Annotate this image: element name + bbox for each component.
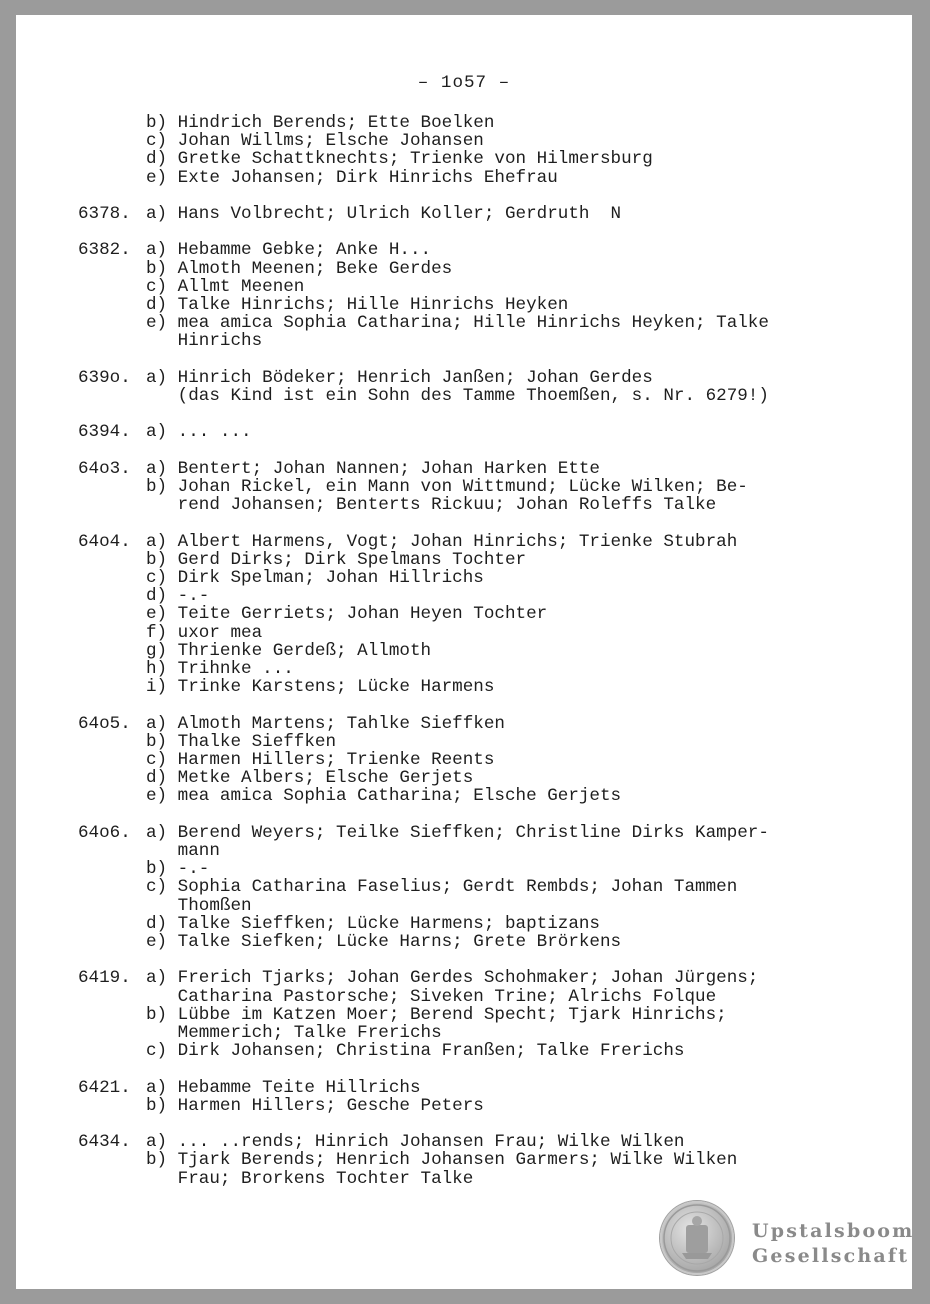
entry-line: a) Hinrich Bödeker; Henrich Janßen; Johan Gerdes xyxy=(146,367,653,388)
entry-line: e) mea amica Sophia Catharina; Hille Hinrichs Heyken; Talke xyxy=(146,313,769,334)
entry-number: 6421. xyxy=(78,1077,131,1098)
entry-line: d) -.- xyxy=(146,586,210,607)
entry-line: Memmerich; Talke Frerichs xyxy=(146,1023,442,1043)
entry-line: Thomßen xyxy=(146,895,252,916)
entry-line: d) Gretke Schattknechts; Trienke von Hilmersburg xyxy=(146,149,653,170)
entry-line: c) Johan Willms; Elsche Johansen xyxy=(146,131,484,152)
entry-number: 6382. xyxy=(78,240,131,261)
entry-number: 639o. xyxy=(78,367,131,388)
entry-line: Hinrichs xyxy=(146,331,263,352)
entry-line: b) Johan Rickel, ein Mann von Wittmund; Lücke Wilken; Be- xyxy=(146,477,748,497)
entry-line: b) Gerd Dirks; Dirk Spelmans Tochter xyxy=(146,549,527,570)
entry-line: i) Trinke Karstens; Lücke Harmens xyxy=(146,677,495,698)
entry-number: 6378. xyxy=(78,204,131,224)
entry-line: a) Hebamme Teite Hillrichs xyxy=(146,1077,421,1098)
logo-text-line1: Upstalsboom xyxy=(752,1220,915,1242)
entry-line: g) Thrienke Gerdeß; Allmoth xyxy=(146,640,432,661)
entry-line: e) mea amica Sophia Catharina; Elsche Gerjets xyxy=(146,786,622,807)
entry-line: a) Bentert; Johan Nannen; Johan Harken Ette xyxy=(146,458,600,479)
entry-line: e) Talke Siefken; Lücke Harns; Grete Brörkens xyxy=(146,932,622,952)
entry-line: a) Almoth Martens; Tahlke Sieffken xyxy=(146,713,505,734)
entry-line: b) Almoth Meenen; Beke Gerdes xyxy=(146,258,453,279)
entry-line: b) Harmen Hillers; Gesche Peters xyxy=(146,1095,484,1116)
entry-line: d) Talke Sieffken; Lücke Harmens; baptizans xyxy=(146,913,600,934)
entry-line: a) Frerich Tjarks; Johan Gerdes Schohmaker; Johan Jürgens; xyxy=(146,968,759,989)
document-page xyxy=(16,15,915,1289)
entry-line: e) Exte Johansen; Dirk Hinrichs Ehefrau xyxy=(146,167,558,188)
entry-line: b) Thalke Sieffken xyxy=(146,731,337,752)
entry-line: a) Hans Volbrecht; Ulrich Koller; Gerdruth N xyxy=(146,204,622,224)
entry-line: c) Dirk Spelman; Johan Hillrichs xyxy=(146,568,484,588)
entry-line: a) Albert Harmens, Vogt; Johan Hinrichs; Trienke Stubrah xyxy=(146,531,738,552)
entry-number: 64o4. xyxy=(78,531,131,552)
entry-line: b) Lübbe im Katzen Moer; Berend Specht; Tjark Hinrichs; xyxy=(146,1004,727,1025)
entry-number: 6419. xyxy=(78,968,131,989)
entry-line: Catharina Pastorsche; Siveken Trine; Alrichs Folque xyxy=(146,986,717,1007)
entry-number: 64o6. xyxy=(78,822,131,843)
entry-number: 64o5. xyxy=(78,713,131,734)
entry-line: c) Sophia Catharina Faselius; Gerdt Rembds; Johan Tammen xyxy=(146,877,738,898)
entry-line: (das Kind ist ein Sohn des Tamme Thoemßen, s. Nr. 6279!) xyxy=(146,386,769,406)
entry-line: a) Berend Weyers; Teilke Sieffken; Christline Dirks Kamper- xyxy=(146,822,769,843)
entry-line: rend Johansen; Benterts Rickuu; Johan Roleffs Talke xyxy=(146,495,717,516)
entry-line: d) Metke Albers; Elsche Gerjets xyxy=(146,768,474,789)
entry-number: 6394. xyxy=(78,422,131,443)
entry-line: f) uxor mea xyxy=(146,622,263,643)
entry-line: b) Tjark Berends; Henrich Johansen Garmers; Wilke Wilken xyxy=(146,1150,738,1171)
entry-line: c) Dirk Johansen; Christina Franßen; Talke Frerichs xyxy=(146,1041,685,1062)
document-body xyxy=(16,15,912,1289)
society-seal-logo xyxy=(660,1201,734,1275)
entry-line: mann xyxy=(146,841,220,861)
entry-line: b) -.- xyxy=(146,859,210,880)
entry-number: 64o3. xyxy=(78,458,131,479)
logo-text-line2: Gesellschaft xyxy=(752,1245,910,1267)
entry-line: a) Hebamme Gebke; Anke H... xyxy=(146,240,432,261)
entry-line: b) Hindrich Berends; Ette Boelken xyxy=(146,113,495,133)
entry-line: a) ... ... xyxy=(146,422,252,443)
entry-line: d) Talke Hinrichs; Hille Hinrichs Heyken xyxy=(146,295,569,315)
entry-line: c) Allmt Meenen xyxy=(146,276,305,297)
entry-line: Frau; Brorkens Tochter Talke xyxy=(146,1168,474,1189)
entry-line: h) Trihnke ... xyxy=(146,659,294,679)
page-number: – 1o57 – xyxy=(417,73,511,93)
entry-line: e) Teite Gerriets; Johan Heyen Tochter xyxy=(146,604,548,625)
entry-line: a) ... ..rends; Hinrich Johansen Frau; Wilke Wilken xyxy=(146,1132,685,1153)
entry-line: c) Harmen Hillers; Trienke Reents xyxy=(146,750,495,770)
entry-number: 6434. xyxy=(78,1132,131,1153)
